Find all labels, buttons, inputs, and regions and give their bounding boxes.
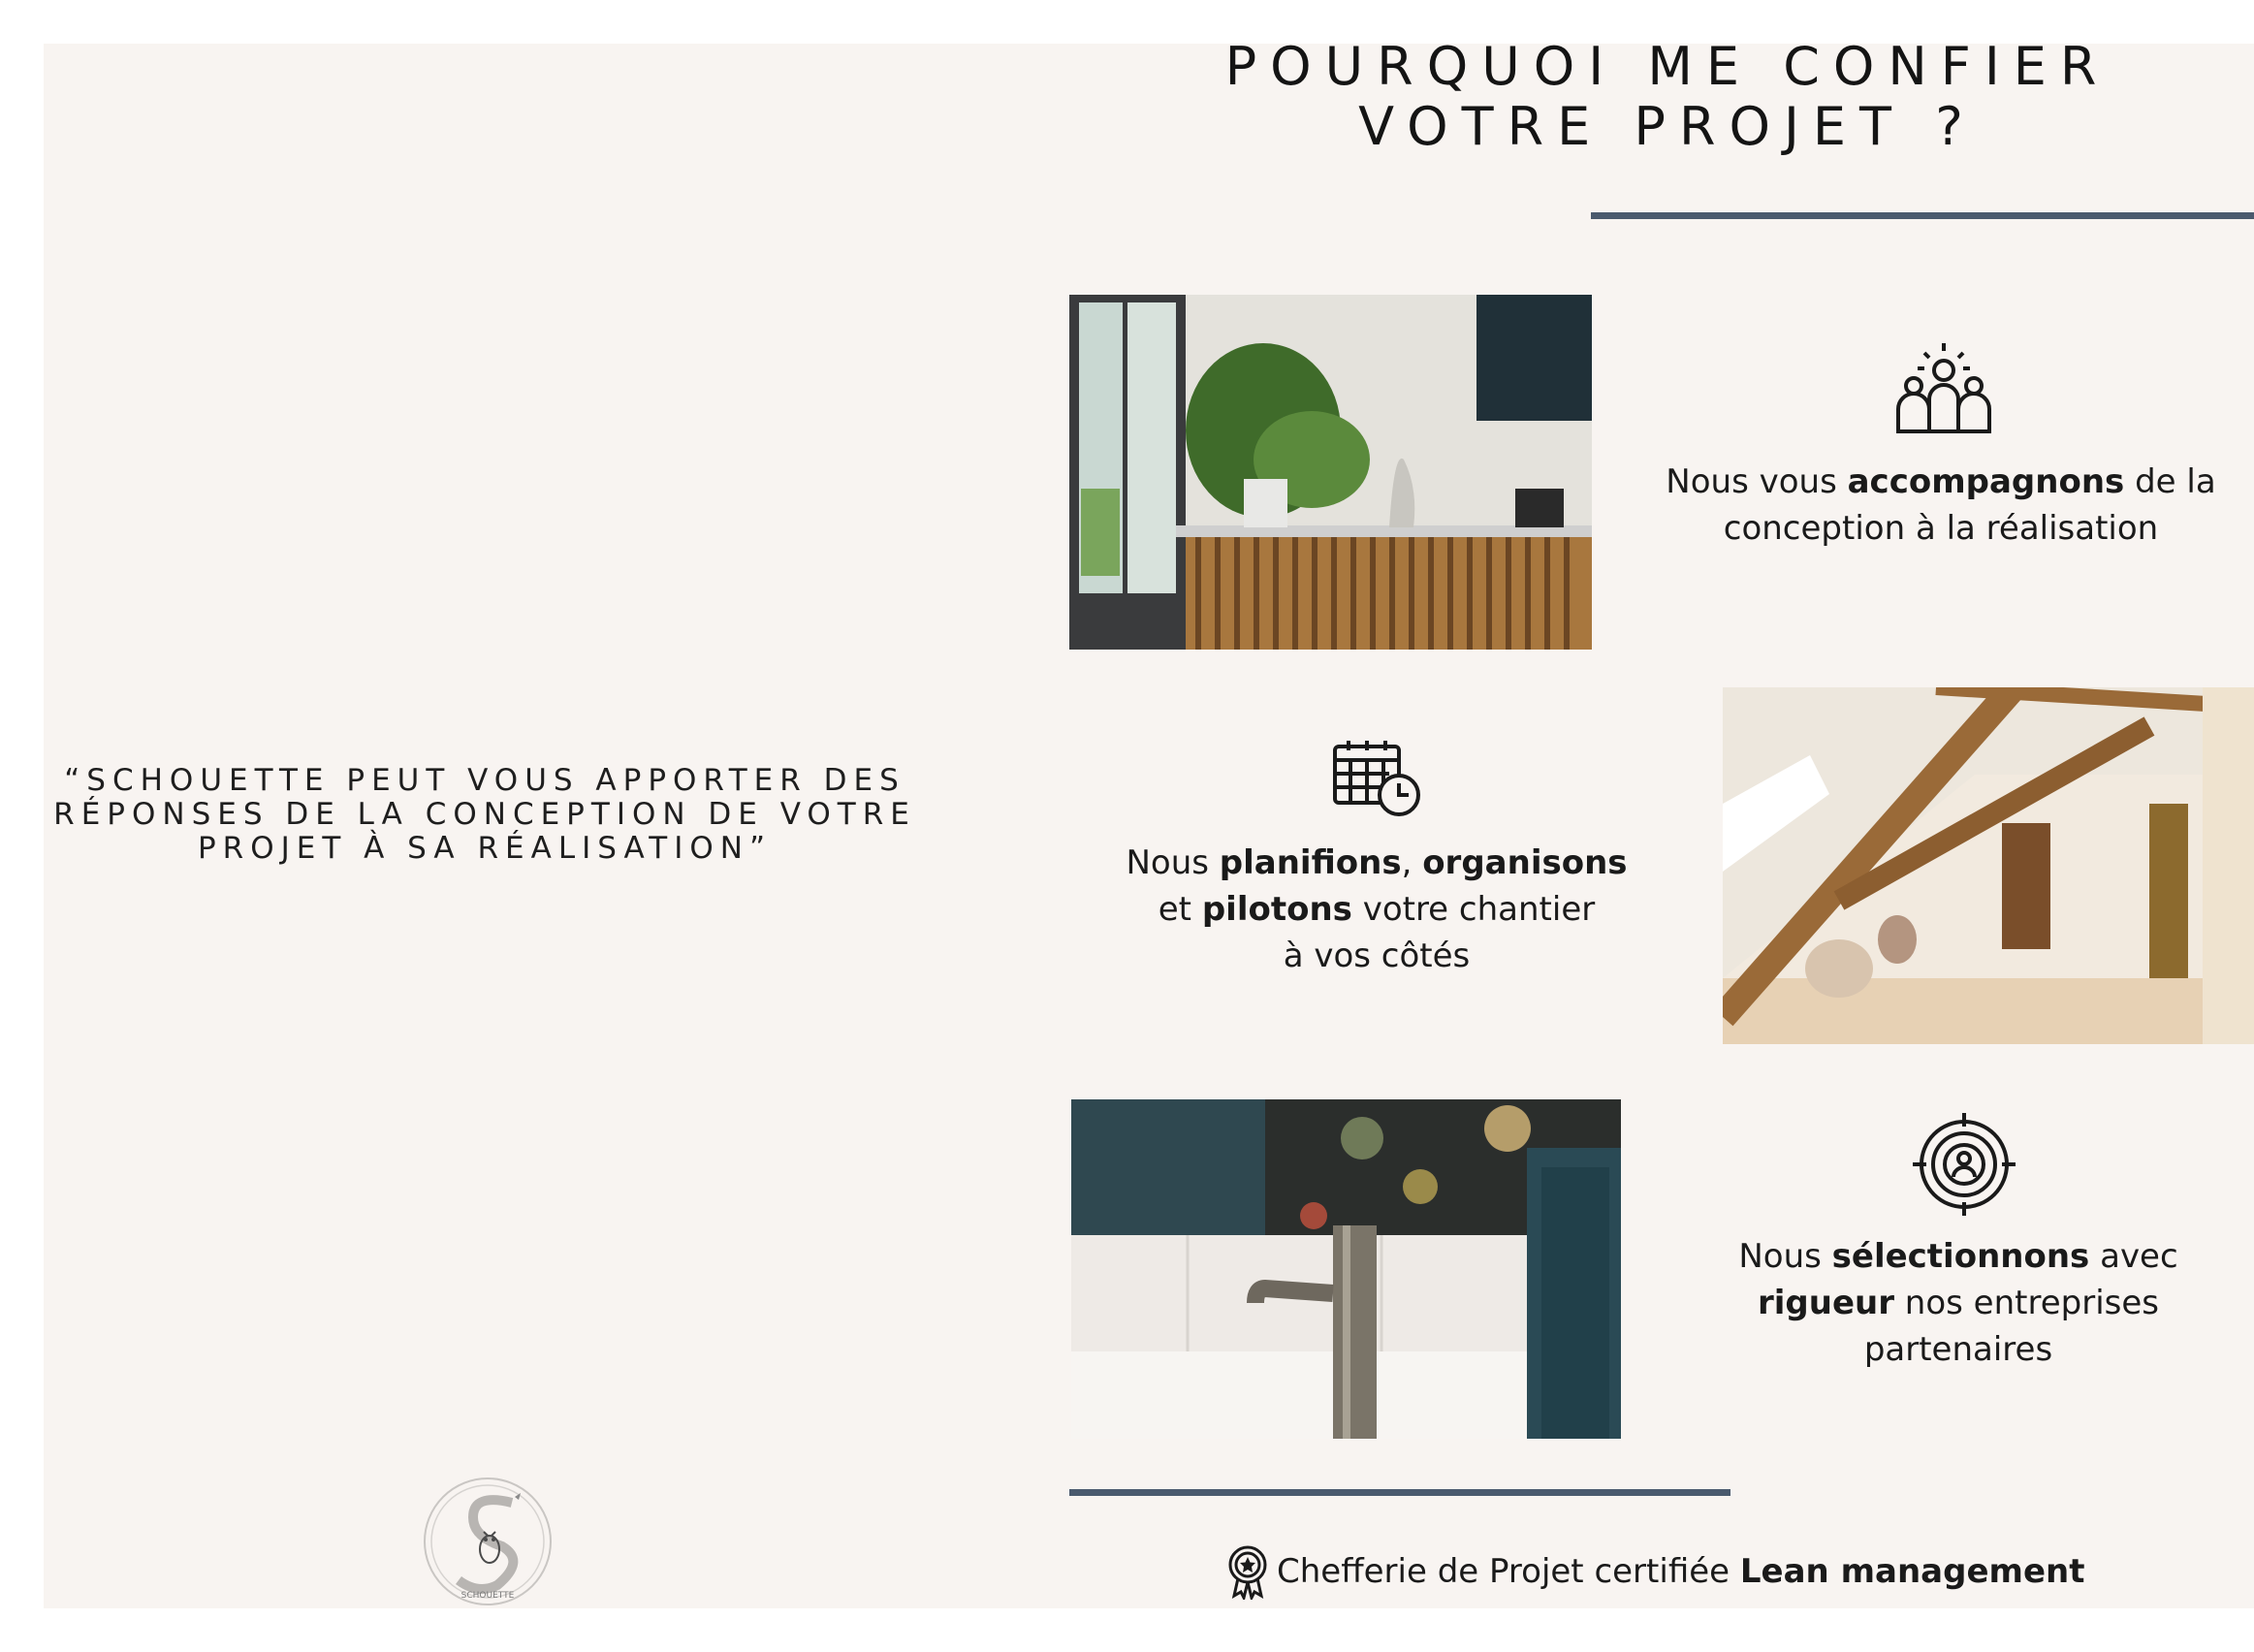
text-span: et (1158, 890, 1202, 929)
calendar-clock-icon (1331, 737, 1423, 819)
text-bold: sélectionnons (1831, 1237, 2090, 1276)
photo-bathroom-faucet (1071, 1099, 1621, 1439)
photo-living-room (1069, 295, 1592, 650)
text-bold: planifions (1219, 843, 1402, 882)
feature-accompany-line-2: conception à la réalisation (1723, 509, 2159, 548)
text-bold: pilotons (1201, 890, 1352, 929)
team-sun-icon (1890, 339, 1997, 436)
title-line-2: VOTRE PROJET ? (1358, 96, 1977, 157)
quote-line-1: “SCHOUETTE PEUT VOUS APPORTER DES (64, 763, 905, 798)
title-line-1: POURQUOI ME CONFIER (1224, 36, 2111, 97)
feature-selection (1667, 1233, 2249, 1373)
feature-planning-line-1 (1086, 840, 1667, 886)
text-span: avec (2089, 1237, 2178, 1276)
text-span: Nous vous (1666, 462, 1848, 501)
feature-selection-line-3: partenaires (1863, 1330, 2053, 1369)
brand-quote (29, 764, 940, 866)
text-span: nos entreprises (1894, 1284, 2159, 1322)
title-divider (1591, 212, 2254, 219)
quote-line-3: PROJET À SA RÉALISATION” (197, 831, 773, 866)
logo-text: SCHOUETTE (460, 1591, 515, 1601)
text-span: Nous (1738, 1237, 1832, 1276)
bottom-divider (1069, 1489, 1730, 1496)
feature-selection-line-1 (1667, 1233, 2249, 1280)
text-span: Nous (1126, 843, 1220, 882)
text-span: votre chantier (1351, 890, 1596, 929)
award-badge-icon (1226, 1543, 1269, 1600)
text-span: de la (2124, 462, 2216, 501)
certification-bold: Lean management (1739, 1552, 2085, 1591)
quote-line-2: RÉPONSES DE LA CONCEPTION DE VOTRE (53, 797, 916, 832)
page-title (1144, 37, 2191, 157)
certification-line (1226, 1543, 2084, 1600)
text-bold: accompagnons (1847, 462, 2125, 501)
feature-planning (1086, 840, 1667, 979)
feature-planning-line-2 (1086, 886, 1667, 933)
feature-accompany-line-1 (1650, 459, 2232, 505)
text-span: , (1401, 843, 1423, 882)
schouette-logo (420, 1474, 556, 1609)
text-bold: rigueur (1758, 1284, 1894, 1322)
feature-accompany (1650, 459, 2232, 552)
feature-selection-line-2 (1667, 1280, 2249, 1326)
photo-attic-room (1723, 687, 2254, 1044)
feature-planning-line-3: à vos côtés (1283, 937, 1471, 975)
target-person-icon (1913, 1113, 2016, 1216)
text-bold: organisons (1422, 843, 1628, 882)
certification-text: Chefferie de Projet certifiée (1277, 1552, 1740, 1591)
